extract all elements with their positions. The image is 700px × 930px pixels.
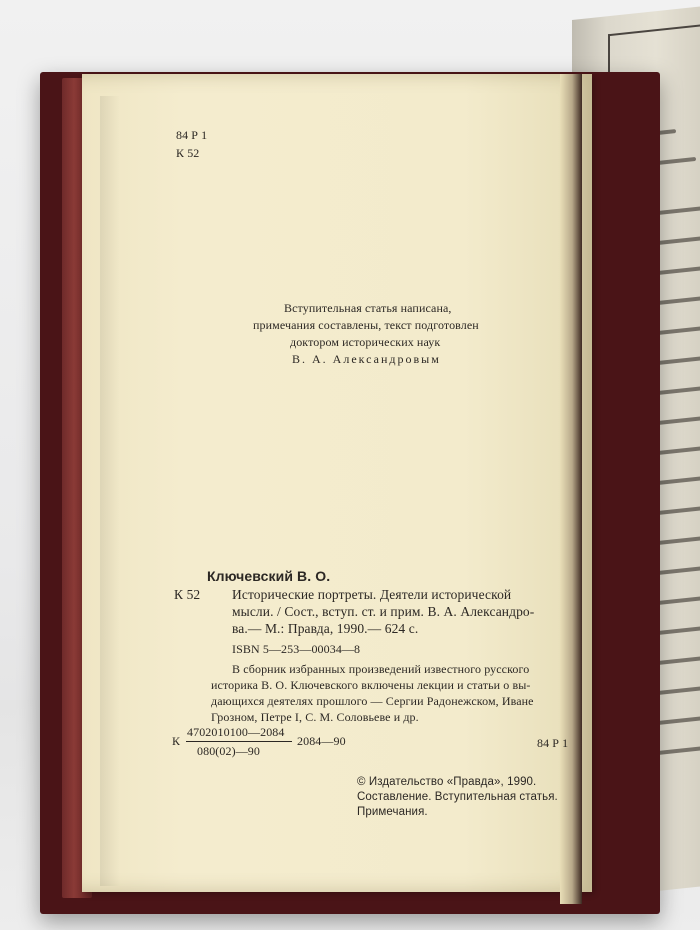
annotation-line: историка В. О. Ключевского включены лекции и статьи о вы- bbox=[211, 678, 531, 692]
title-verso-page bbox=[82, 74, 592, 892]
credits-editor: В. А. Александровым bbox=[292, 352, 441, 366]
annotation-line: Грозном, Петре I, С. М. Соловьеве и др. bbox=[211, 710, 419, 724]
book-gutter bbox=[560, 74, 582, 904]
credits-line: доктором исторических наук bbox=[290, 335, 441, 349]
copyright-line: Составление. Вступительная статья. bbox=[357, 791, 558, 803]
formula-suffix: 2084—90 bbox=[297, 734, 346, 748]
corner-class-code: 84 Р 1 bbox=[176, 128, 208, 142]
isbn: ISBN 5—253—00034—8 bbox=[232, 642, 361, 656]
formula-prefix: К bbox=[172, 734, 181, 748]
bibliographic-line: Исторические портреты. Деятели исторической bbox=[232, 587, 512, 602]
page-shadow bbox=[100, 96, 120, 886]
bottom-class-code: 84 Р 1 bbox=[537, 736, 569, 750]
bibliographic-line: мысли. / Сост., вступ. ст. и прим. В. А. Александро- bbox=[232, 604, 535, 619]
copyright-line: © Издательство «Правда», 1990. bbox=[357, 776, 537, 788]
annotation-line: дающихся деятелях прошлого — Сергии Радонежском, Иване bbox=[211, 694, 534, 708]
corner-author-mark: К 52 bbox=[176, 146, 200, 160]
credits-line: Вступительная статья написана, bbox=[284, 301, 452, 315]
credits-line: примечания составлены, текст подготовлен bbox=[253, 318, 479, 332]
formula-denominator: 080(02)—90 bbox=[197, 744, 260, 758]
bibliographic-line: ва.— М.: Правда, 1990.— 624 с. bbox=[232, 621, 419, 636]
formula-numerator: 4702010100—2084 bbox=[187, 725, 285, 739]
copyright-line: Примечания. bbox=[357, 806, 428, 818]
author-heading: Ключевский В. О. bbox=[207, 568, 331, 584]
formula-rule bbox=[186, 741, 292, 742]
annotation-line: В сборник избранных произведений известного русского bbox=[232, 662, 530, 676]
author-mark: К 52 bbox=[174, 587, 201, 602]
